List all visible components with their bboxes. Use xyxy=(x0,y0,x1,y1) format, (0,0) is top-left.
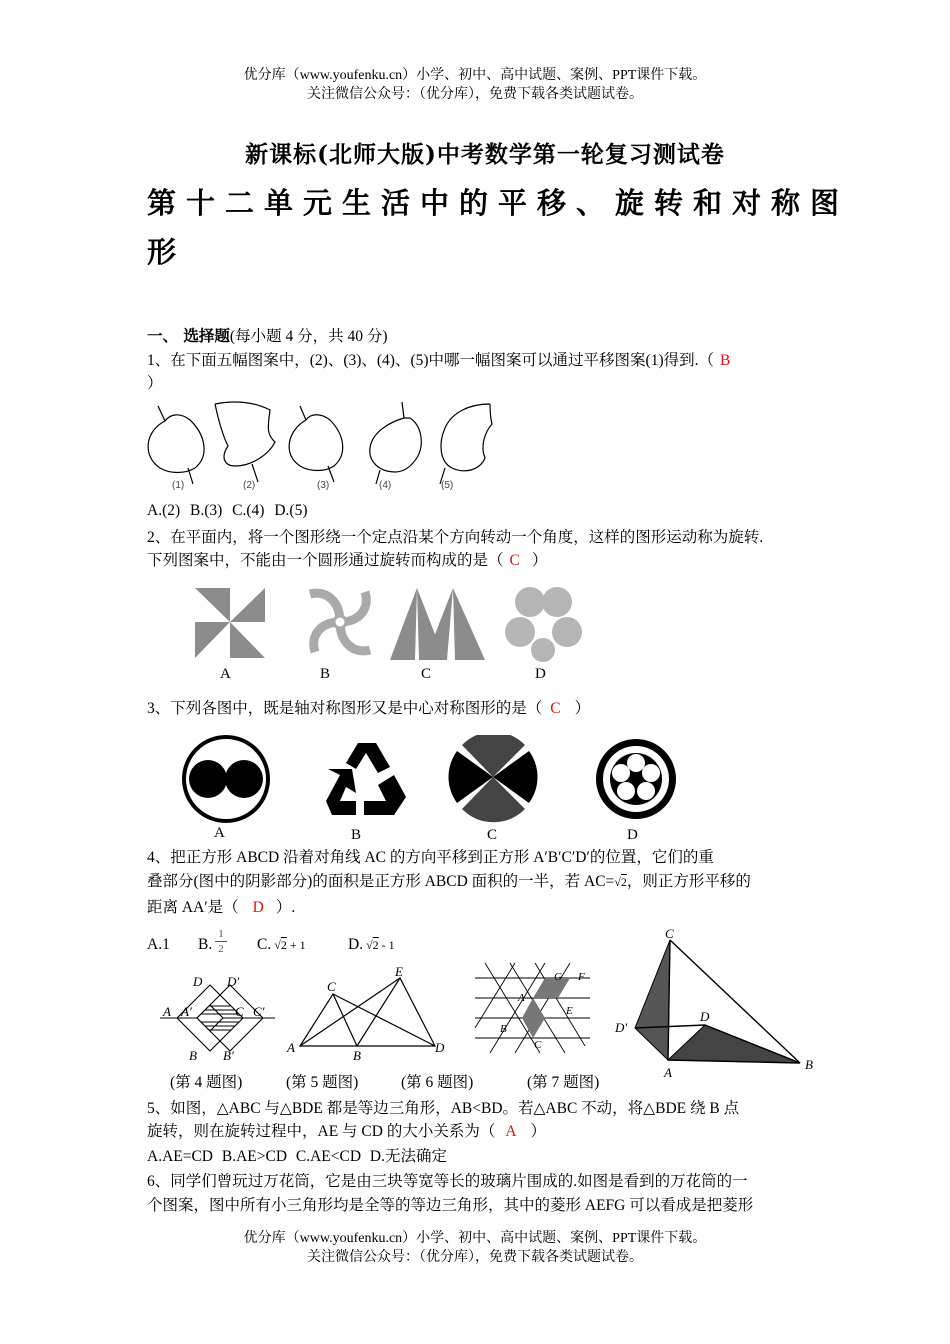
q4-sqrt-arg: 2 xyxy=(620,875,627,889)
fig5-triangles xyxy=(285,960,450,1065)
q3-label-d: D xyxy=(627,827,638,843)
caption-fig7: (第 7 题图) xyxy=(527,1074,600,1091)
q2-figure-d xyxy=(505,587,582,662)
q6-line-2: 个图案，图中所有小三角形均是全等的等边三角形，其中的菱形 AEFG 可以看成是把菱形 xyxy=(147,1197,754,1214)
q2-close: ） xyxy=(531,552,548,569)
fig4-label-d-prime: D′ xyxy=(227,974,240,989)
q4-option-c xyxy=(257,934,306,956)
q5-close: ） xyxy=(530,1123,547,1140)
q4-option-b: B. xyxy=(198,936,213,953)
q2-label-b: B xyxy=(320,666,331,682)
fig4-label-c: C xyxy=(235,1004,244,1019)
q2-label-c: C xyxy=(421,666,432,682)
fig6-label-a: A xyxy=(518,992,525,1004)
q4-line-3 xyxy=(147,897,295,919)
q3-label-b: B xyxy=(351,827,362,843)
section-heading xyxy=(147,325,387,348)
q1-answer: B xyxy=(720,352,731,369)
q2-stem: 下列图案中，不能由一个圆形通过旋转而构成的是（ xyxy=(147,552,504,569)
q2-figure-a xyxy=(195,588,265,658)
fig4-label-d: D xyxy=(193,974,203,989)
q3-text xyxy=(147,698,590,720)
fig4-squares xyxy=(155,970,280,1065)
header-line-1: 优分库（www.youfenku.cn）小学、初中、高中试题、案例、PPT课件下载。 xyxy=(243,68,707,83)
q3-label-a: A xyxy=(214,825,225,841)
q3-figure-b xyxy=(326,743,406,815)
q1-label-1: (1) xyxy=(172,480,185,491)
header-line-2: 关注微信公众号：（优分库），免费下载各类试题试卷。 xyxy=(307,87,643,102)
footer-line-1: 优分库（www.youfenku.cn）小学、初中、高中试题、案例、PPT课件下载。 xyxy=(243,1231,707,1246)
q4-frac-den: 2 xyxy=(218,943,224,955)
q4-answer: D xyxy=(252,899,264,916)
leaf-1 xyxy=(148,406,204,484)
q4-option-d-rest: - 1 xyxy=(381,938,395,952)
unit-title-line-2: 形 xyxy=(147,235,187,269)
fig4-label-a: A xyxy=(163,1004,171,1019)
caption-fig5: (第 5 题图) xyxy=(286,1074,359,1091)
q4-option-b-fraction xyxy=(215,927,227,956)
q4-option-c-label: C. xyxy=(257,936,272,953)
section-title: 一、 选择题 xyxy=(147,326,230,345)
caption-fig6: (第 6 题图) xyxy=(401,1074,474,1091)
q1-close: ） xyxy=(147,375,163,392)
q4-line-2 xyxy=(147,871,751,893)
fig5-label-e: E xyxy=(395,964,403,979)
fig7-label-a: A xyxy=(664,1065,672,1080)
leaf-5 xyxy=(440,404,492,484)
q1-options: A.(2) B.(3) C.(4) D.(5) xyxy=(147,502,308,519)
q6-line-1: 6、同学们曾玩过万花筒，它是由三块等宽等长的玻璃片围成的.如图是看到的万花筒的一 xyxy=(147,1173,748,1190)
fig4-label-b-prime: B′ xyxy=(223,1048,234,1063)
q2-figures xyxy=(185,580,595,670)
footer-line-2: 关注微信公众号：（优分库），免费下载各类试题试卷。 xyxy=(307,1250,643,1265)
q4-line-2b: ，则正方形平移的 xyxy=(626,873,751,890)
fig5-label-a: A xyxy=(287,1040,295,1055)
leaf-3 xyxy=(289,406,343,482)
fig6-label-c: C xyxy=(534,1039,542,1051)
leaf-2 xyxy=(215,402,275,482)
q2-label-d: D xyxy=(535,666,546,682)
fig7-label-b: B xyxy=(805,1057,813,1072)
q4-frac-num: 1 xyxy=(215,927,227,942)
fig7-label-c: C xyxy=(665,926,674,941)
q4-sqrt: √2 xyxy=(614,875,627,889)
q1-label-4: (4) xyxy=(379,480,392,491)
q4-option-a: A.1 xyxy=(147,936,170,953)
fig4-label-a-prime: A′ xyxy=(181,1004,192,1019)
q5-answer: A xyxy=(505,1123,517,1140)
q3-figure-d xyxy=(596,739,676,819)
fig6-label-g: G xyxy=(554,971,562,983)
q5-line-1: 5、如图，△ABC 与△BDE 都是等边三角形，AB<BD。若△ABC 不动，将△BDE 绕 B 点 xyxy=(147,1100,740,1117)
fig4-label-b: B xyxy=(189,1048,197,1063)
fig6-label-f: F xyxy=(578,971,585,983)
q4-option-d-label: D. xyxy=(348,936,364,953)
q4-option-c-expr: √2 + 1 xyxy=(274,938,306,952)
fig5-label-b: B xyxy=(353,1048,361,1063)
q4-line-2a: 叠部分(图中的阴影部分)的面积是正方形 ABCD 面积的一半，若 AC= xyxy=(147,873,615,890)
q3-figures xyxy=(180,735,690,835)
fig6-label-b: B xyxy=(500,1023,507,1035)
q5-stem: 旋转，则在旋转过程中，AE 与 CD 的大小关系为（ xyxy=(147,1123,496,1140)
q1-label-2: (2) xyxy=(243,480,256,491)
q4-line-3a: 距离 AA′是（ xyxy=(147,899,239,916)
q3-answer: C xyxy=(550,700,561,717)
q4-option-c-rest: + 1 xyxy=(289,938,306,952)
q3-figure-a xyxy=(184,737,268,821)
leaf-4 xyxy=(370,402,421,484)
section-note: (每小题 4 分，共 40 分) xyxy=(229,328,388,345)
q4-option-d-expr: √2 - 1 xyxy=(366,938,395,952)
q2-answer: C xyxy=(509,552,520,569)
q2-line-2 xyxy=(147,550,547,572)
fig7-label-d-prime: D′ xyxy=(615,1020,628,1035)
q3-close: ） xyxy=(574,700,591,717)
q1-text xyxy=(147,350,730,372)
q4-option-d xyxy=(348,934,395,956)
fig7-rotation xyxy=(610,925,825,1080)
q2-label-a: A xyxy=(220,666,231,682)
q5-line-2 xyxy=(147,1121,546,1143)
fig6-label-e: E xyxy=(566,1005,573,1017)
q2-figure-c xyxy=(390,588,485,660)
q2-line-1: 2、在平面内，将一个图形绕一个定点沿某个方向转动一个角度，这样的图形运动称为旋转. xyxy=(147,529,764,546)
caption-fig4: (第 4 题图) xyxy=(170,1074,243,1091)
fig5-label-d: D xyxy=(435,1040,445,1055)
q3-label-c: C xyxy=(487,827,498,843)
unit-title-line-1: 第十二单元生活中的平移、旋转和对称图 xyxy=(147,186,850,220)
fig7-label-d: D xyxy=(700,1009,710,1024)
q4-option-d-sqrt: 2 xyxy=(372,938,379,952)
page-title: 新课标(北师大版)中考数学第一轮复习测试卷 xyxy=(245,141,725,168)
q5-options: A.AE=CD B.AE>CD C.AE<CD D.无法确定 xyxy=(147,1148,447,1165)
q3-stem: 3、下列各图中，既是轴对称图形又是中心对称图形的是（ xyxy=(147,700,543,717)
q4-line-3b: ）. xyxy=(275,899,296,916)
q1-label-5: (5) xyxy=(441,480,454,491)
fig6-kaleidoscope xyxy=(470,958,595,1058)
q3-figure-c xyxy=(448,735,537,822)
fig4-label-c-prime: C′ xyxy=(253,1004,265,1019)
fig5-label-c: C xyxy=(327,979,336,994)
q1-stem: 1、在下面五幅图案中，(2)、(3)、(4)、(5)中哪一幅图案可以通过平移图案(1)得到.（ xyxy=(147,352,714,369)
q4-line-1: 4、把正方形 ABCD 沿着对角线 AC 的方向平移到正方形 A′B′C′D′的位置，它们的重 xyxy=(147,849,714,866)
q4-option-c-sqrt: 2 xyxy=(280,938,287,952)
q1-label-3: (3) xyxy=(317,480,330,491)
